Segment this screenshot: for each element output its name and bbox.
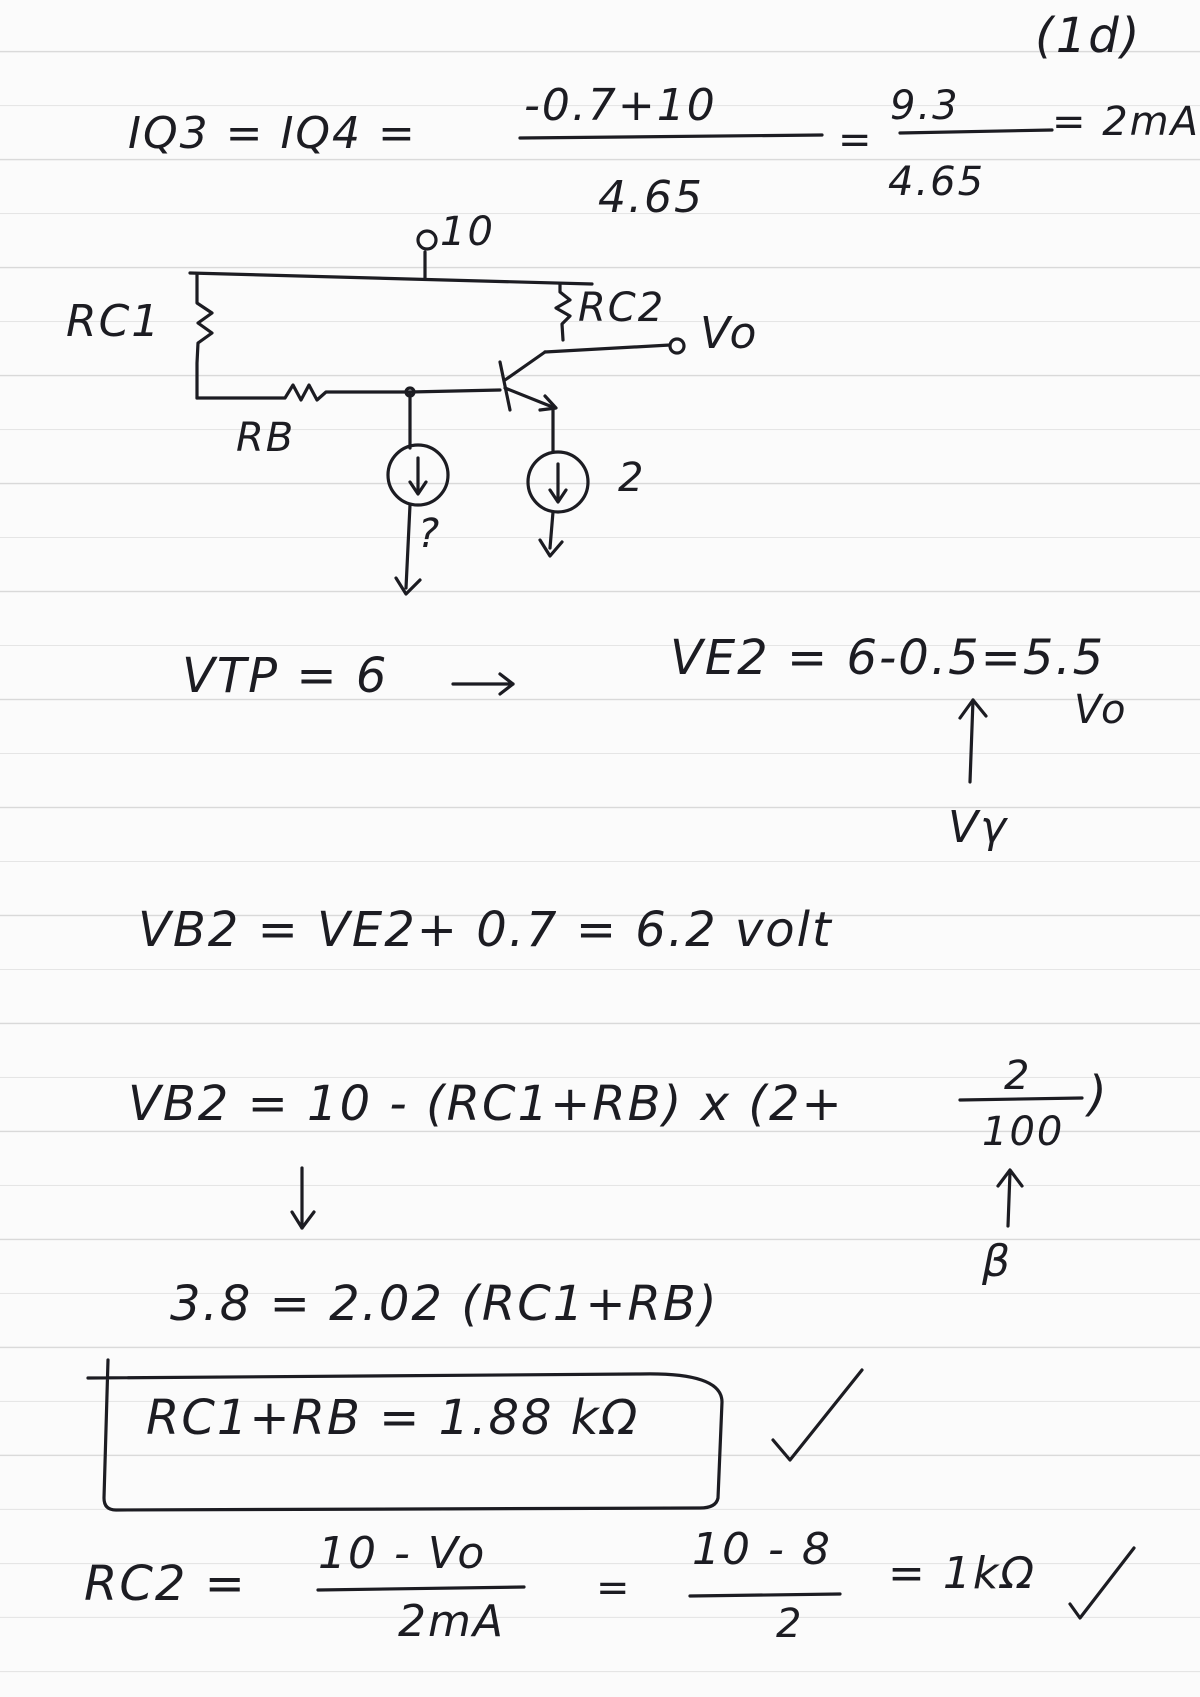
rb-label: RB	[236, 415, 296, 461]
vtp-line: VTP = 6	[182, 648, 389, 704]
iq-numerator-2: 9.3	[890, 83, 960, 129]
supply-rail	[190, 273, 592, 284]
vo-label: Vo	[700, 308, 759, 359]
iq-denominator-2: 4.65	[888, 159, 986, 205]
ve2-line: VE2 = 6-0.5=5.5	[670, 630, 1106, 686]
beta-label: β	[982, 1236, 1013, 1287]
iq-equation-lhs: IQ3 = IQ4 =	[128, 108, 417, 159]
rc2-result: = 1kΩ	[888, 1548, 1036, 1599]
src2-label: 2	[618, 455, 646, 501]
ve2-note: Vo	[1074, 687, 1128, 733]
fraction-bar	[690, 1594, 840, 1596]
check-mark	[1070, 1548, 1134, 1618]
src1-wire-bottom	[406, 505, 410, 588]
vb2-fraction-den: 100	[982, 1109, 1065, 1155]
rc2-label: RC2	[578, 285, 666, 331]
v-gamma: Vγ	[948, 802, 1009, 853]
vb2-close-paren: )	[1088, 1066, 1109, 1122]
supply-terminal	[418, 231, 436, 249]
transistor-base	[500, 362, 510, 410]
transistor-collector	[505, 352, 545, 380]
fraction-bar	[900, 130, 1052, 133]
collector-to-vo	[545, 345, 670, 352]
vb2-fraction-num: 2	[1004, 1053, 1032, 1099]
ground-arrow-1	[396, 578, 420, 594]
iq-numerator: -0.7+10	[524, 80, 717, 131]
vb2-line-2: VB2 = 10 - (RC1+RB) x (2+	[128, 1076, 844, 1132]
fraction-bar	[318, 1587, 524, 1590]
fraction-bar	[520, 135, 822, 138]
rc2-lhs: RC2 =	[84, 1556, 247, 1612]
rc2-denominator: 2mA	[398, 1596, 505, 1647]
eq-3-8: 3.8 = 2.02 (RC1+RB)	[170, 1276, 719, 1332]
vo-terminal	[670, 339, 684, 353]
rc1-label: RC1	[66, 296, 162, 347]
rc2-numerator-2: 10 - 8	[692, 1524, 832, 1575]
rc2-equals: =	[596, 1565, 632, 1611]
up-arrow	[970, 700, 973, 782]
src2-wire-bottom	[550, 512, 553, 548]
boxed-result: RC1+RB = 1.88 kΩ	[146, 1390, 640, 1446]
rc2-numerator: 10 - Vo	[318, 1528, 487, 1579]
src1-label: ?	[418, 511, 442, 557]
supply-label: 10	[440, 209, 495, 255]
iq-result: = 2mA	[1052, 99, 1200, 145]
rb-resistor	[197, 385, 500, 400]
rc1-resistor	[197, 274, 212, 398]
iq-equals: =	[838, 117, 874, 163]
page-label: (1d)	[1035, 8, 1142, 64]
rc2-resistor	[556, 284, 570, 340]
iq-denominator: 4.65	[598, 172, 704, 223]
rc2-denominator-2: 2	[776, 1601, 804, 1647]
beta-arrow	[1008, 1172, 1010, 1226]
vb2-line-1: VB2 = VE2+ 0.7 = 6.2 volt	[138, 902, 833, 958]
check-mark	[773, 1370, 862, 1460]
